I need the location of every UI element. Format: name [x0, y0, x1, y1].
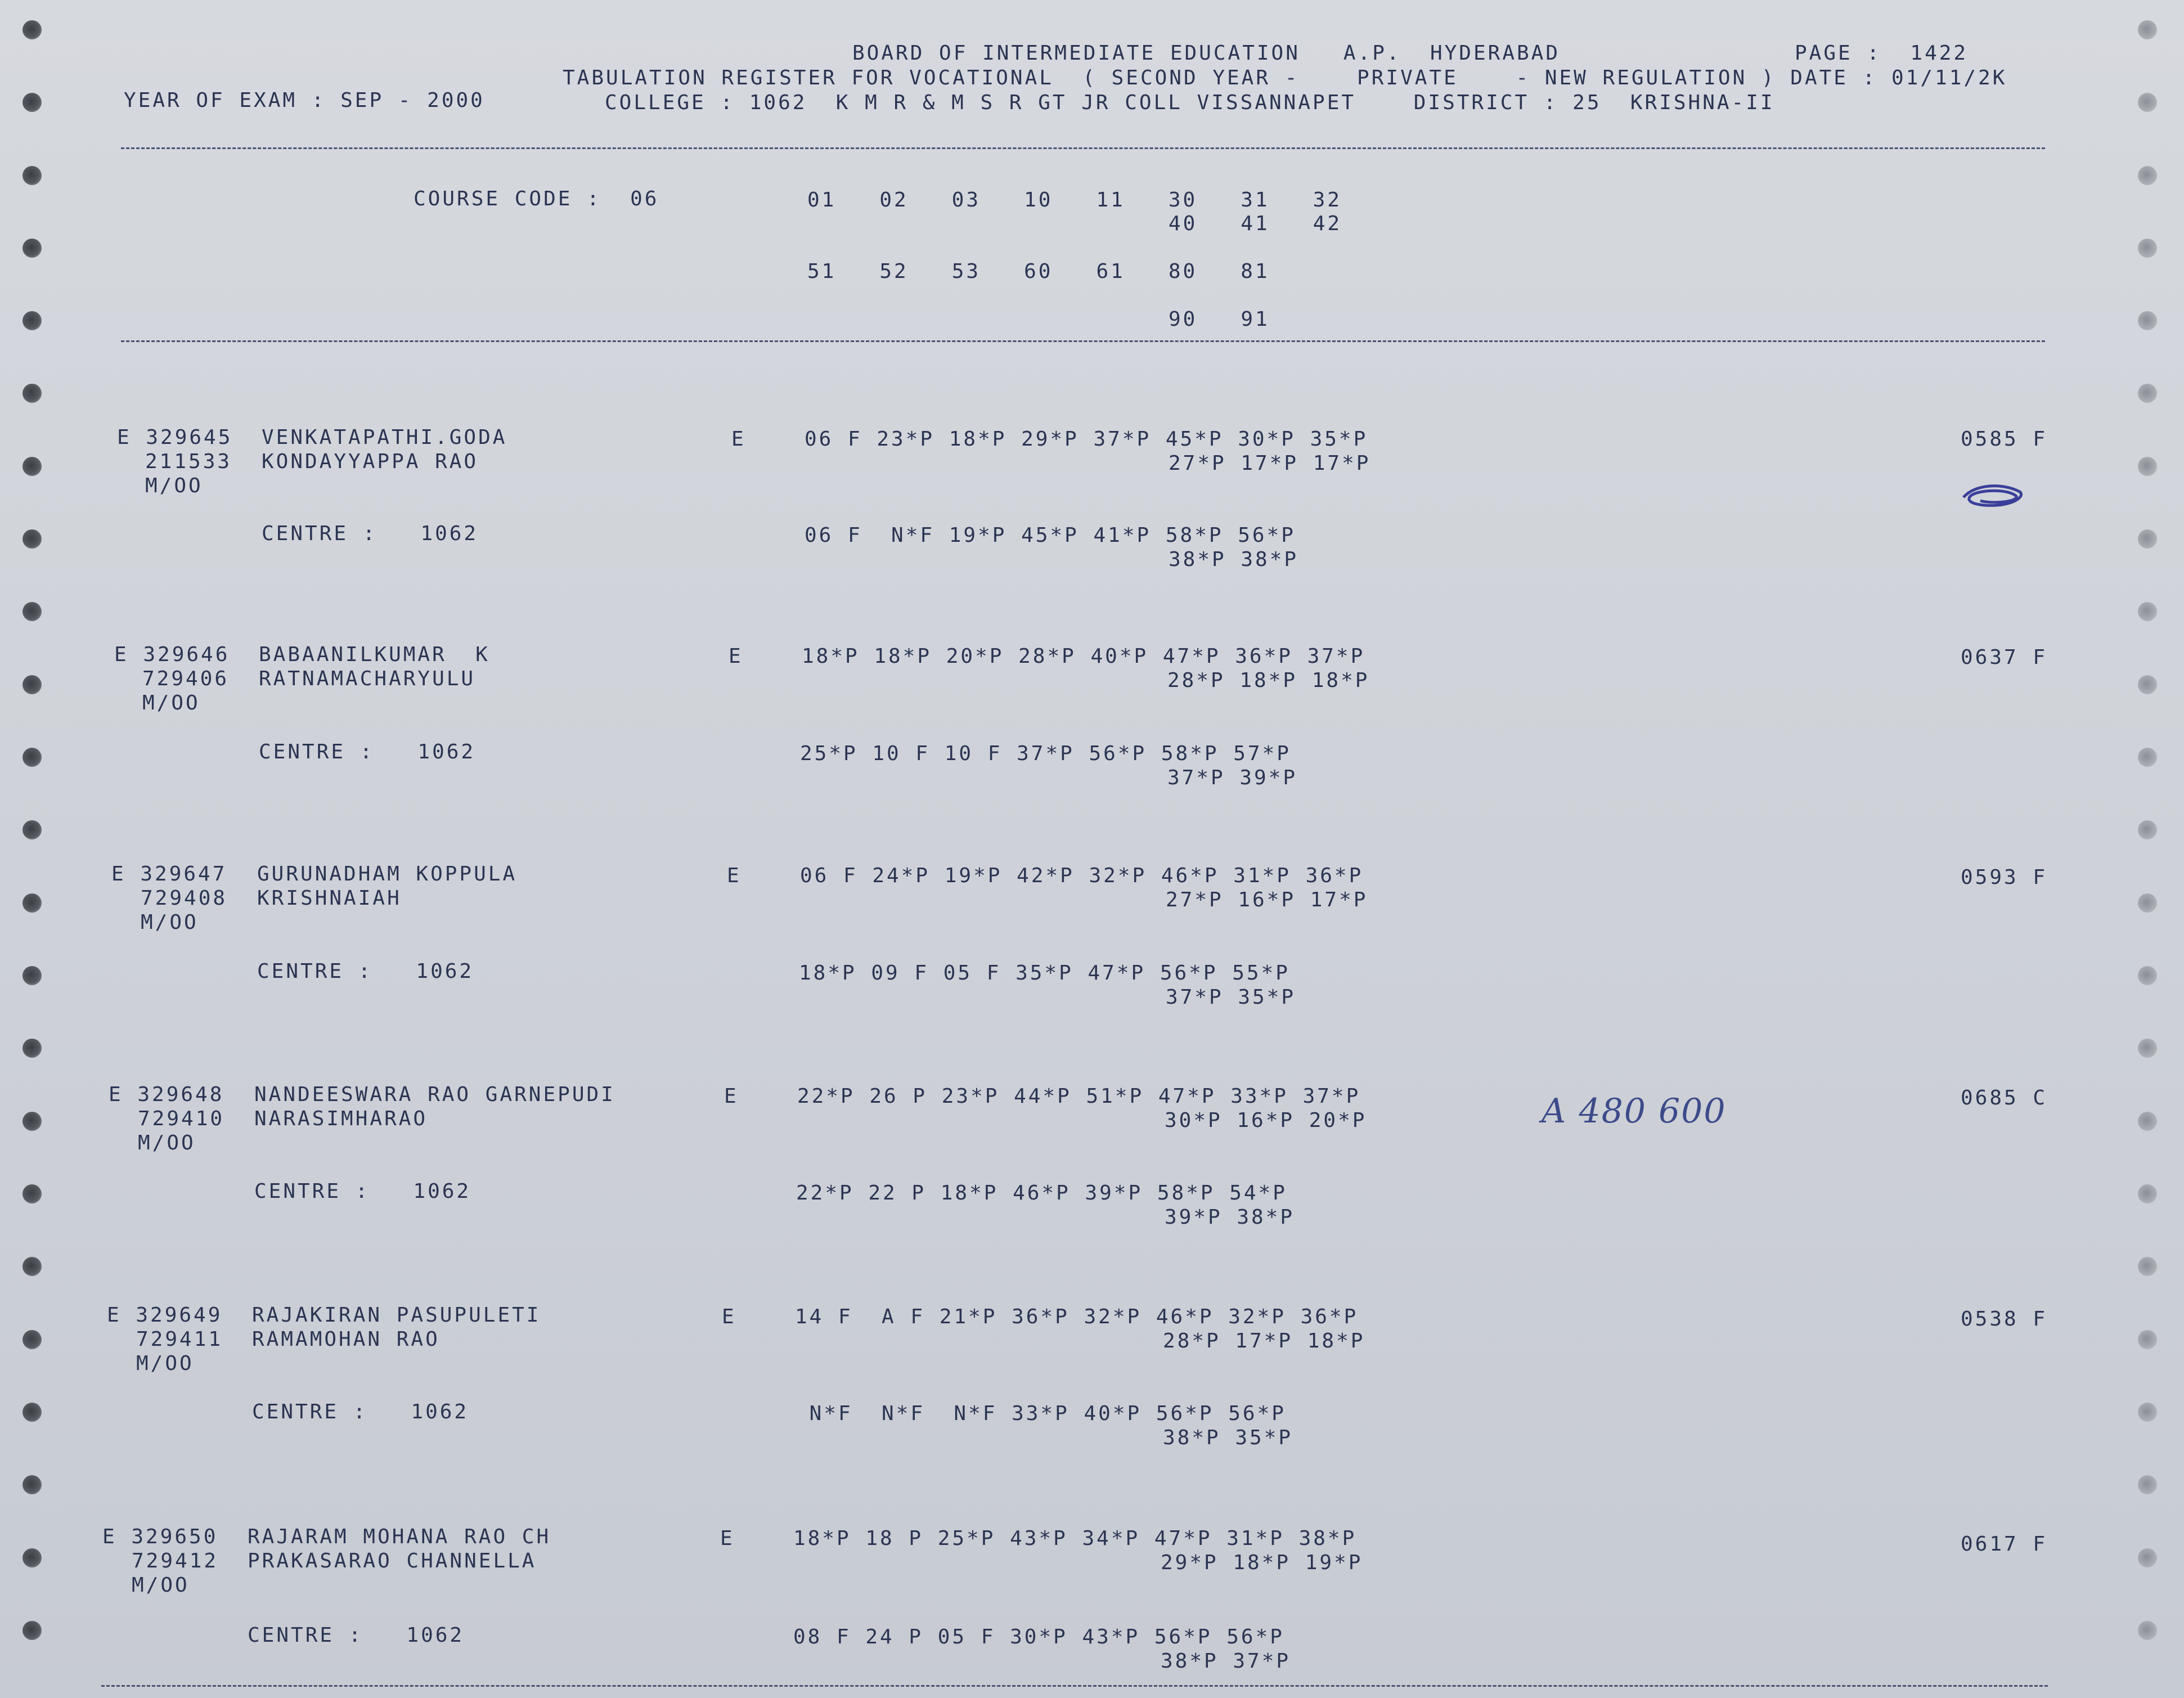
student-name: NANDEESWARA RAO GARNEPUDI [254, 1083, 615, 1106]
marks-row1: 06 F 24*P 19*P 42*P 32*P 46*P 31*P 36*P [800, 864, 1364, 887]
right-tractor-feed-holes [2138, 0, 2177, 1698]
marks-row2: 18*P 09 F 05 F 35*P 47*P 56*P 55*P [799, 962, 1290, 985]
parent-name: PRAKASARAO CHANNELLA [248, 1549, 537, 1573]
marks-row1: 06 F 23*P 18*P 29*P 37*P 45*P 30*P 35*P [805, 428, 1368, 451]
marks-row1: 18*P 18*P 20*P 28*P 40*P 47*P 36*P 37*P [802, 645, 1365, 668]
marks-row1b: 30*P 16*P 20*P [1165, 1109, 1367, 1132]
student-category: E [731, 428, 746, 451]
total-result: 0685 C [1961, 1086, 2048, 1109]
marks-row2: 06 F N*F 19*P 45*P 41*P 58*P 56*P [805, 524, 1296, 547]
marks-row2b: 37*P 35*P [1166, 986, 1296, 1009]
student-id: 729412 [132, 1549, 219, 1573]
student-sex: M/OO [138, 1131, 196, 1155]
left-tractor-feed-holes [23, 0, 62, 1698]
subject-codes-row2: 51 52 53 60 61 80 81 [807, 260, 1270, 283]
total-result: 0593 F [1961, 866, 2048, 889]
total-result: 0585 F [1961, 428, 2048, 451]
student-sex: M/OO [141, 911, 199, 934]
student-sex: M/OO [132, 1574, 190, 1597]
marks-row1: 22*P 26 P 23*P 44*P 51*P 47*P 33*P 37*P [797, 1085, 1361, 1108]
student-code: E 329647 [111, 863, 227, 886]
marks-row2: 25*P 10 F 10 F 37*P 56*P 58*P 57*P [800, 742, 1291, 765]
marks-row1b: 28*P 17*P 18*P [1163, 1329, 1365, 1353]
year-of-exam: YEAR OF EXAM : SEP - 2000 [124, 89, 485, 112]
marks-row1: 14 F A F 21*P 36*P 32*P 46*P 32*P 36*P [795, 1305, 1359, 1328]
marks-row2b: 38*P 37*P [1161, 1650, 1291, 1673]
student-category: E [720, 1527, 735, 1550]
student-name: GURUNADHAM KOPPULA [257, 863, 518, 886]
marks-row2b: 37*P 39*P [1167, 766, 1298, 789]
centre-label: CENTRE : 1062 [259, 740, 476, 763]
parent-name: KRISHNAIAH [257, 887, 402, 910]
ink-scribble [1958, 479, 2031, 513]
total-result: 0538 F [1961, 1308, 2048, 1331]
student-name: BABAANILKUMAR K [259, 643, 490, 666]
marks-row2b: 39*P 38*P [1165, 1206, 1295, 1229]
student-name: RAJARAM MOHANA RAO CH [248, 1525, 551, 1548]
student-code: E 329646 [114, 643, 230, 666]
register-subtitle: TABULATION REGISTER FOR VOCATIONAL ( SECOND YEAR - PRIVATE - NEW REGULATION ) DATE : 01/11/2K [563, 66, 2007, 89]
subject-codes-row1: 01 02 03 10 11 30 31 32 [807, 188, 1342, 212]
marks-row2: 22*P 22 P 18*P 46*P 39*P 58*P 54*P [796, 1182, 1287, 1205]
page-number: PAGE : 1422 [1795, 42, 1969, 65]
marks-row2b: 38*P 38*P [1169, 548, 1299, 571]
student-code: E 329649 [107, 1304, 223, 1327]
course-rule [121, 340, 2045, 342]
college-district-line: COLLEGE : 1062 K M R & M S R GT JR COLL VISSANNAPET DISTRICT : 25 KRISHNA-II [605, 91, 1775, 114]
student-sex: M/OO [136, 1352, 194, 1375]
parent-name: NARASIMHARAO [254, 1107, 428, 1130]
course-code-label: COURSE CODE : 06 [414, 187, 659, 210]
student-code: E 329648 [109, 1083, 224, 1106]
student-category: E [729, 645, 743, 668]
student-name: RAJAKIRAN PASUPULETI [252, 1304, 541, 1327]
parent-name: RAMAMOHAN RAO [252, 1328, 440, 1351]
student-sex: M/OO [145, 474, 203, 497]
marks-row2b: 38*P 35*P [1163, 1426, 1293, 1449]
marks-row2: N*F N*F N*F 33*P 40*P 56*P 56*P [795, 1402, 1286, 1425]
student-id: 211533 [145, 450, 232, 473]
centre-label: CENTRE : 1062 [262, 522, 479, 545]
board-title: BOARD OF INTERMEDIATE EDUCATION A.P. HYDERABAD [852, 42, 1561, 65]
student-category: E [727, 864, 742, 887]
marks-row1b: 27*P 16*P 17*P [1166, 888, 1368, 911]
student-id: 729406 [142, 667, 230, 690]
student-id: 729411 [136, 1328, 223, 1351]
parent-name: RATNAMACHARYULU [259, 667, 476, 690]
footer-rule [101, 1685, 2048, 1687]
marks-row1b: 28*P 18*P 18*P [1167, 669, 1370, 692]
marks-row2: 08 F 24 P 05 F 30*P 43*P 56*P 56*P [793, 1625, 1284, 1648]
header-rule [121, 147, 2045, 149]
marks-row1b: 27*P 17*P 17*P [1169, 452, 1371, 475]
subject-codes-row3: 90 91 [1169, 308, 1270, 331]
handwritten-annotation: A 480 600 [1542, 1091, 1727, 1131]
student-code: E 329645 [117, 426, 233, 449]
centre-label: CENTRE : 1062 [254, 1180, 471, 1203]
subject-codes-row1b: 40 41 42 [1169, 212, 1342, 235]
parent-name: KONDAYYAPPA RAO [262, 450, 479, 473]
total-result: 0617 F [1961, 1533, 2048, 1556]
student-sex: M/OO [142, 691, 200, 715]
student-code: E 329650 [102, 1525, 218, 1548]
centre-label: CENTRE : 1062 [257, 960, 474, 983]
student-id: 729410 [138, 1107, 225, 1130]
student-category: E [722, 1305, 736, 1328]
student-name: VENKATAPATHI.GODA [262, 426, 507, 449]
centre-label: CENTRE : 1062 [252, 1400, 469, 1423]
student-id: 729408 [141, 887, 228, 910]
student-category: E [724, 1085, 739, 1108]
marks-row1b: 29*P 18*P 19*P [1161, 1551, 1363, 1574]
total-result: 0637 F [1961, 646, 2048, 669]
centre-label: CENTRE : 1062 [248, 1624, 465, 1647]
marks-row1: 18*P 18 P 25*P 43*P 34*P 47*P 31*P 38*P [793, 1527, 1357, 1550]
